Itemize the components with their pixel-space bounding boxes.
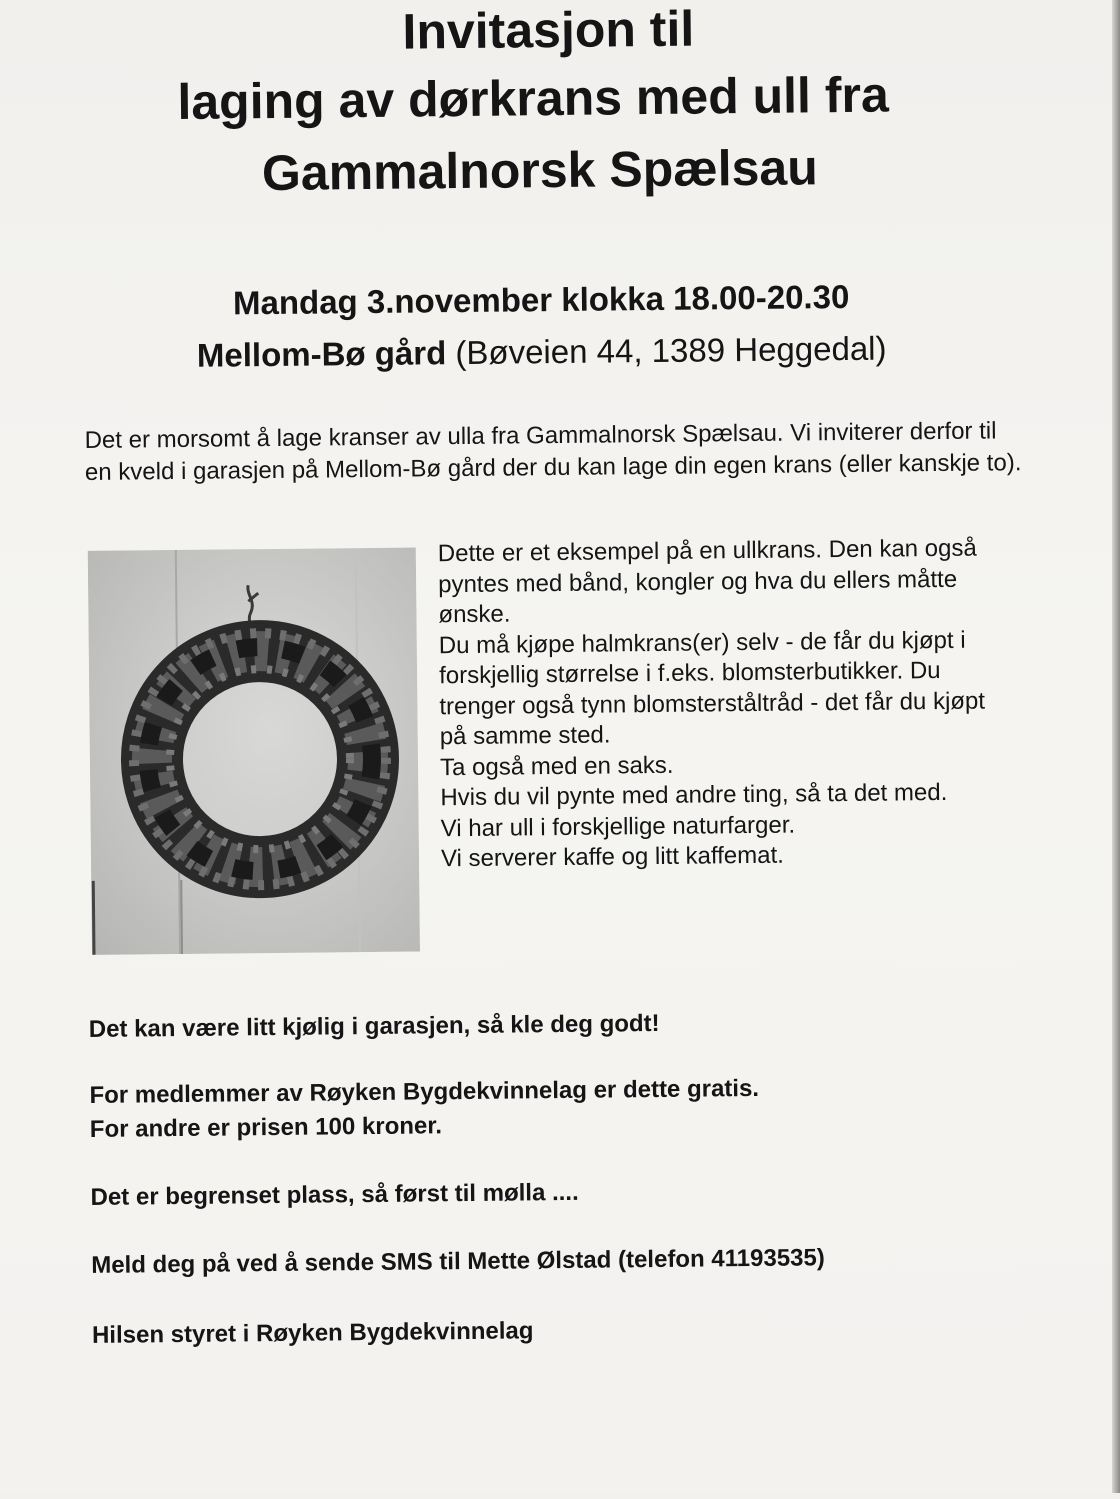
details-paragraph: Ta også med en saks. xyxy=(439,751,674,781)
wreath-photo xyxy=(88,547,420,954)
title-line-2: laging av dørkrans med ull fra xyxy=(177,66,889,130)
title-line-1: Invitasjon til xyxy=(402,0,695,60)
event-location xyxy=(0,326,1098,378)
title-line-3: Gammalnorsk Spælsau xyxy=(261,139,818,202)
note-signup: Meld deg på ved å sende SMS til Mette Ølstad (telefon 41193535) xyxy=(91,1244,825,1279)
note-cold: Det kan være litt kjølig i garasjen, så kle deg godt! xyxy=(88,1009,660,1043)
intro-paragraph: Det er morsomt å lage kranser av ulla fra Gammalnorsk Spælsau. Vi inviterer derfor til en kveld i garasjen på Mellom-Bø gård der du kan lage din egen krans (eller kanskje to). xyxy=(84,417,1022,486)
details-paragraph: Du må kjøpe halmkrans(er) selv - de får du kjøpt i forskjellig størrelse i f.eks. blomsterbutikker. Du trenger også tynn blomsterståltråd - det får du kjøpt på samme sted. xyxy=(438,626,986,751)
venue-name: Mellom-Bø gård xyxy=(196,334,447,374)
wreath-illustration xyxy=(88,547,420,954)
details-paragraph: Dette er et eksempel på en ullkrans. Den kan også pyntes med bånd, kongler og hva du ellers måtte ønske. xyxy=(437,534,977,629)
details-paragraph: Vi har ull i forskjellige naturfarger. xyxy=(440,811,796,842)
note-others-price: For andre er prisen 100 kroner. xyxy=(89,1112,443,1143)
venue-address: (Bøveien 44, 1389 Heggedal) xyxy=(455,329,887,372)
event-time: Mandag 3.november klokka 18.00-20.30 xyxy=(232,277,850,322)
details-paragraph: Vi serverer kaffe og litt kaffemat. xyxy=(440,841,784,873)
details-text xyxy=(438,533,1001,874)
note-members-price: For medlemmer av Røyken Bygdekvinnelag er dette gratis. xyxy=(89,1074,760,1109)
details-paragraph: Hvis du vil pynte med andre ting, så ta det med. xyxy=(440,778,948,812)
note-limited: Det er begrenset plass, så først til mølla .... xyxy=(90,1178,579,1211)
note-greeting: Hilsen styret i Røyken Bygdekvinnelag xyxy=(91,1317,534,1349)
